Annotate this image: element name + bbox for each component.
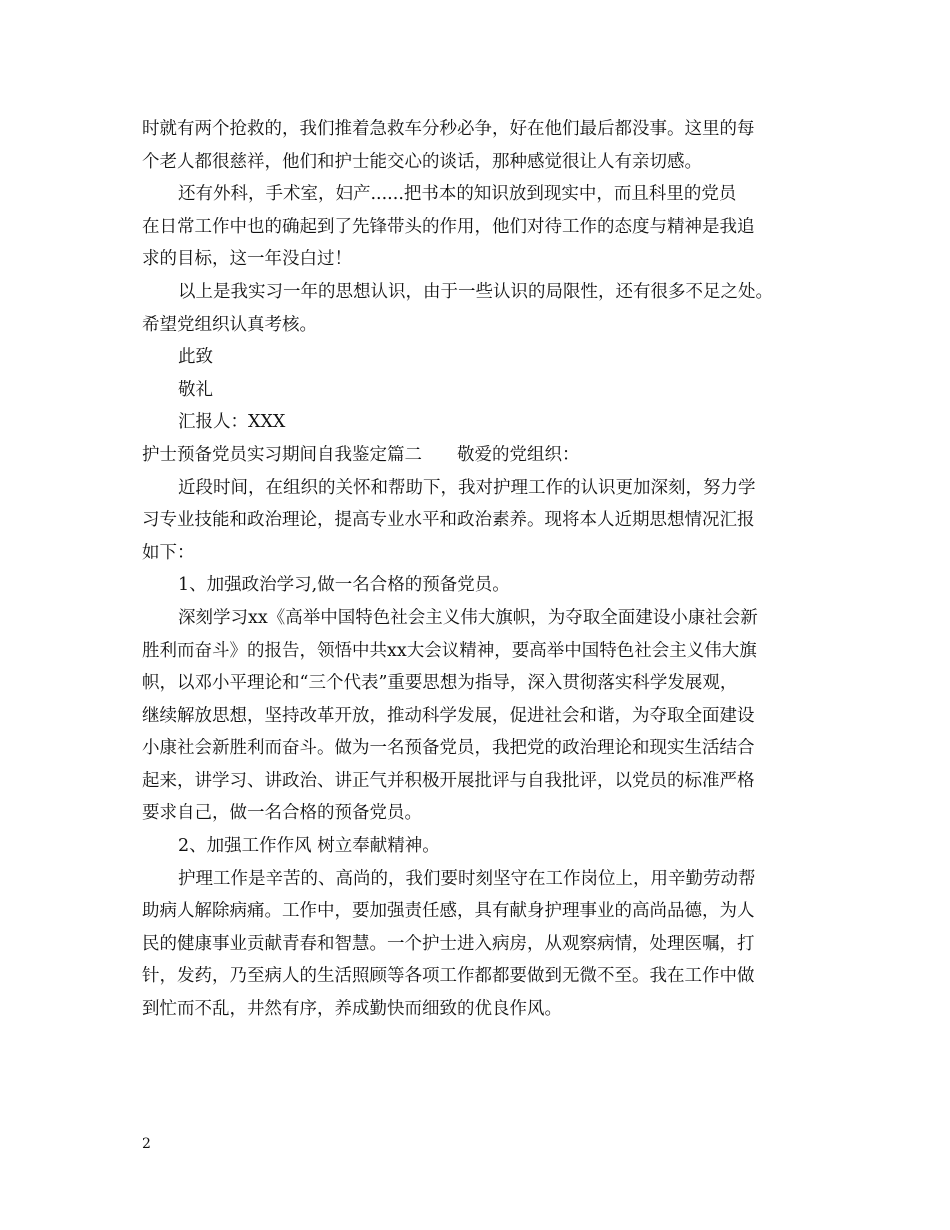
text-line: 求的目标，这一年没白过！ (142, 249, 352, 270)
text-line: 以上是我实习一年的思想认识，由于一些认识的局限性，还有很多不足之处。 (178, 281, 773, 302)
text-line: 帜，以邓小平理论和“三个代表”重要思想为指导，深入贯彻落实科学发展观， (142, 673, 738, 694)
text-line: 继续解放思想，坚持改革开放，推动科学发展，促进社会和谐，为夺取全面建设 (142, 705, 755, 726)
text-line: 深刻学习xx《高举中国特色社会主义伟大旗帜，为夺取全面建设小康社会新 (178, 607, 758, 628)
text-line: 起来，讲学习、讲政治、讲正气并积极开展批评与自我批评，以党员的标准严格 (142, 770, 755, 791)
page-number: 2 (142, 1136, 151, 1152)
numbered-heading: 2、加强工作作风 树立奉献精神。 (178, 836, 440, 857)
text-line: 针，发药，乃至病人的生活照顾等各项工作都都要做到无微不至。我在工作中做 (142, 966, 755, 987)
text-line: 民的健康事业贡献青春和智慧。一个护士进入病房，从观察病情，处理医嘱，打 (142, 933, 755, 954)
text-line: 助病人解除病痛。工作中，要加强责任感，具有献身护理事业的高尚品德，为人 (142, 901, 755, 922)
text-line: 护理工作是辛苦的、高尚的，我们要时刻坚守在工作岗位上，用辛勤劳动帮 (178, 868, 756, 889)
text-line: 在日常工作中也的确起到了先锋带头的作用，他们对待工作的态度与精神是我追 (142, 216, 755, 237)
text-line: 到忙而不乱，井然有序，养成勤快而细致的优良作风。 (142, 999, 562, 1020)
text-line: 还有外科，手术室，妇产......把书本的知识放到现实中，而且科里的党员 (178, 184, 737, 205)
text-line: 习专业技能和政治理论，提高专业水平和政治素养。现将本人近期思想情况汇报 (142, 510, 755, 531)
text-line: 希望党组织认真考核。 (142, 314, 317, 335)
text-line: 个老人都很慈祥，他们和护士能交心的谈话，那种感觉很让人有亲切感。 (142, 151, 702, 172)
body-text (142, 113, 832, 1026)
closing-line: 敬礼 (178, 379, 213, 400)
text-line: 胜利而奋斗》的报告，领悟中共xx大会议精神，要高举中国特色社会主义伟大旗 (142, 640, 757, 661)
text-line: 如下： (142, 542, 195, 563)
section-heading: 护士预备党员实习期间自我鉴定篇二 敬爱的党组织： (142, 444, 580, 465)
text-line: 近段时间，在组织的关怀和帮助下，我对护理工作的认识更加深刻，努力学 (178, 477, 756, 498)
text-line: 小康社会新胜利而奋斗。做为一名预备党员，我把党的政治理论和现实生活结合 (142, 738, 755, 759)
reporter-line: 汇报人：XXX (178, 412, 286, 433)
numbered-heading: 1、加强政治学习,做一名合格的预备党员。 (178, 575, 510, 596)
text-line: 时就有两个抢救的，我们推着急救车分秒必争，好在他们最后都没事。这里的每 (142, 119, 755, 139)
text-line: 要求自己，做一名合格的预备党员。 (142, 803, 422, 824)
salutation-line: 此致 (178, 347, 213, 368)
